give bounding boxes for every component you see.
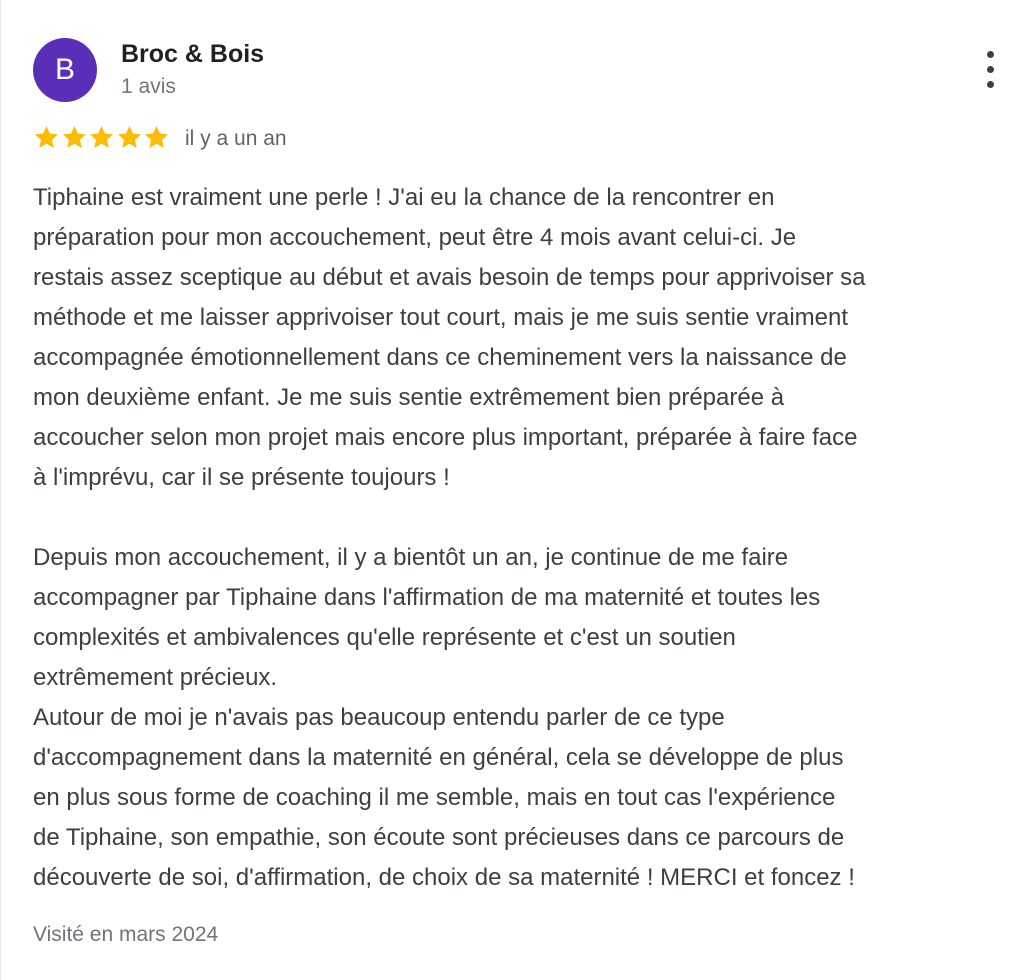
review-header <box>33 36 1013 106</box>
more-vert-icon-dot-2 <box>987 66 994 73</box>
review-line: extrêmement précieux. <box>33 664 278 691</box>
review-line: accoucher selon mon projet mais encore plus important, préparée à faire face <box>33 424 858 451</box>
star-icon <box>88 124 115 151</box>
review-line: méthode et me laisser apprivoiser tout court, mais je me suis sentie vraiment <box>33 304 849 331</box>
review-line: accompagnée émotionnellement dans ce cheminement vers la naissance de <box>33 344 847 371</box>
more-options-button[interactable] <box>973 44 1009 96</box>
review-line <box>33 498 1018 538</box>
more-vert-icon <box>987 51 994 58</box>
visit-date: Visité en mars 2024 <box>33 923 219 946</box>
rating-row <box>33 124 633 154</box>
left-border <box>0 0 1 980</box>
review-text <box>33 178 1018 898</box>
review-line: Autour de moi je n'avais pas beaucoup entendu parler de ce type <box>33 704 725 731</box>
review-line: d'accompagnement dans la maternité en général, cela se développe de plus <box>33 744 844 771</box>
review-count: 1 avis <box>121 75 176 98</box>
review-line: accompagner par Tiphaine dans l'affirmation de ma maternité et toutes les <box>33 584 821 611</box>
review-line: de Tiphaine, son empathie, son écoute sont précieuses dans ce parcours de <box>33 824 845 851</box>
star-rating <box>33 124 171 154</box>
review-line: complexités et ambivalences qu'elle représente et c'est un soutien <box>33 624 736 651</box>
star-icon <box>61 124 88 151</box>
review-line: restais assez sceptique au début et avais besoin de temps pour apprivoiser sa <box>33 264 866 291</box>
review-line: découverte de soi, d'affirmation, de choix de sa maternité ! MERCI et foncez ! <box>33 864 855 891</box>
review-line: à l'imprévu, car il se présente toujours ! <box>33 464 450 491</box>
review-date: il y a un an <box>185 127 287 150</box>
more-vert-icon-dot-3 <box>987 81 994 88</box>
review-line: préparation pour mon accouchement, peut être 4 mois avant celui-ci. Je <box>33 224 797 251</box>
star-icon <box>143 124 170 151</box>
star-icon <box>33 124 60 151</box>
star-icon <box>116 124 143 151</box>
review-line: en plus sous forme de coaching il me semble, mais en tout cas l'expérience <box>33 784 836 811</box>
review-line: mon deuxième enfant. Je me suis sentie extrêmement bien préparée à <box>33 384 785 411</box>
reviewer-name[interactable]: Broc & Bois <box>121 40 265 68</box>
review-line: Tiphaine est vraiment une perle ! J'ai eu la chance de la rencontrer en <box>33 184 775 211</box>
review-line: Depuis mon accouchement, il y a bientôt un an, je continue de me faire <box>33 544 789 571</box>
avatar[interactable]: B <box>33 38 97 102</box>
